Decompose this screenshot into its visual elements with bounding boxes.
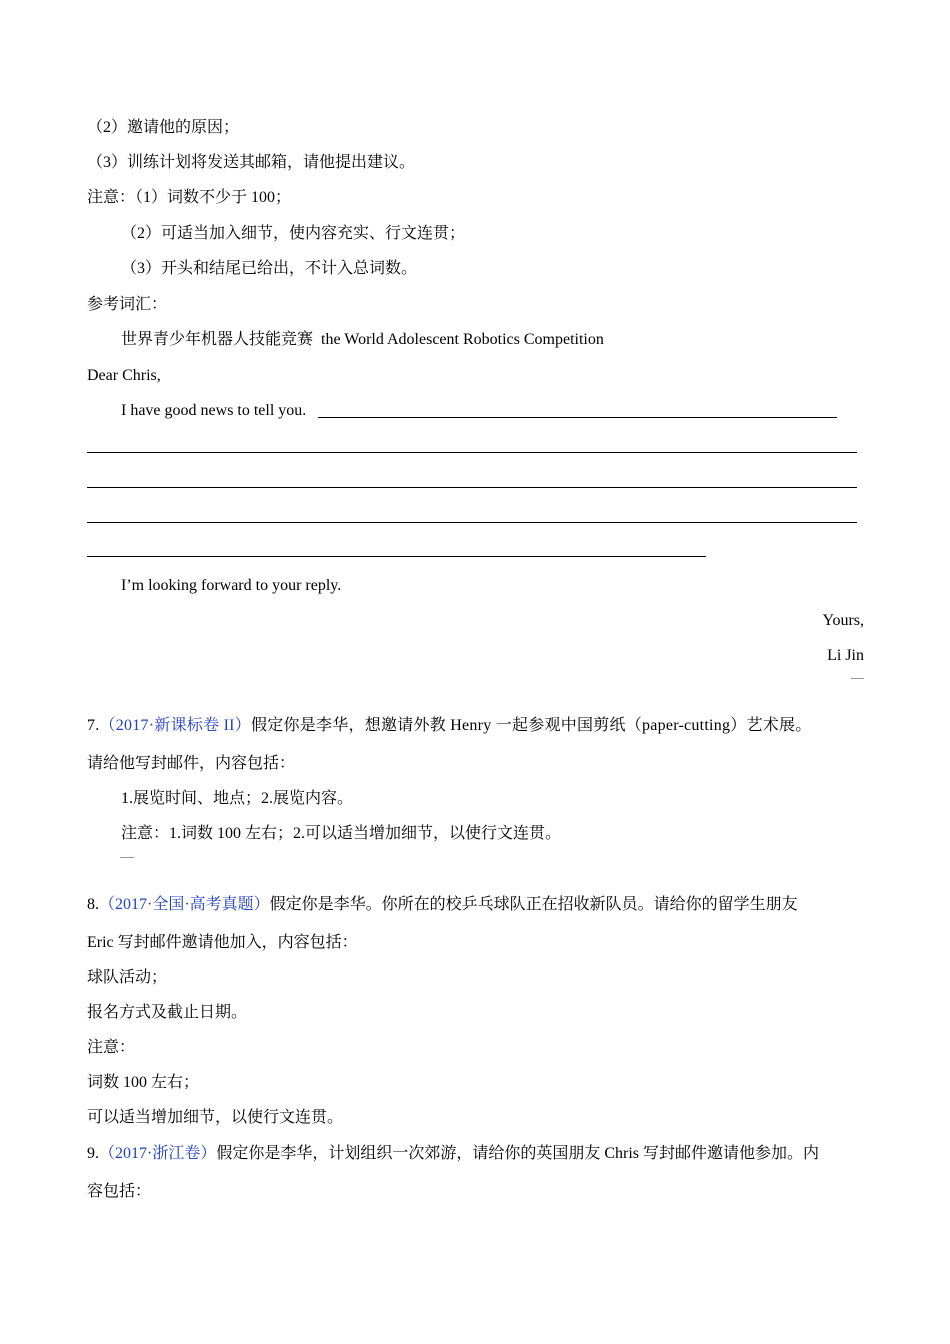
letter-signoff: Yours, [822,612,864,629]
q9-line-1 [87,1144,819,1164]
q8-note-2: 可以适当增加细节，以使行文连贯。 [87,1109,344,1126]
q8-text-2: Eric 写封邮件邀请他加入，内容包括： [87,934,358,951]
note-3: （3）开头和结尾已给出，不计入总词数。 [121,260,418,277]
vocab-chinese: 世界青少年机器人技能竞赛 [121,331,314,348]
q7-source: （2017·新课标卷 II） [99,717,251,734]
answer-line [87,452,857,453]
q9-text-2: 容包括： [87,1183,152,1200]
answer-line [87,556,706,557]
requirement-2: （2）邀请他的原因； [87,119,240,136]
q9-number: 9. [87,1145,99,1162]
notes-label: 注意： [87,189,136,206]
answer-line [87,522,857,523]
q7-line-1 [87,716,811,736]
letter-opening: I have good news to tell you. [121,402,307,419]
q7-note: 注意：1.词数 100 左右；2.可以适当增加细节，以使行文连贯。 [121,825,562,842]
q8-number: 8. [87,896,99,913]
letter-greeting: Dear Chris, [87,367,161,384]
q8-note-1: 词数 100 左右； [87,1074,200,1091]
requirement-3: （3）训练计划将发送其邮箱，请他提出建议。 [87,154,416,171]
vocab-label: 参考词汇： [87,296,168,313]
tiny-mark [120,857,134,858]
tiny-mark [851,678,864,679]
q9-text-1: 假定你是李华，计划组织一次郊游，请给你的英国朋友 Chris 写封邮件邀请他参加。内 [216,1145,820,1162]
q8-text-1: 假定你是李华。你所在的校乒乓球队正在招收新队员。请给你的留学生朋友 [269,896,798,913]
note-2: （2）可适当加入细节，使内容充实、行文连贯； [121,225,466,242]
q9-source: （2017·浙江卷） [99,1145,217,1162]
q8-item-1: 球队活动； [87,969,168,986]
q7-text-2: 请给他写封邮件，内容包括： [87,755,296,772]
answer-line [318,417,837,418]
q8-note-label: 注意： [87,1039,136,1056]
letter-closing: I’m looking forward to your reply. [121,577,342,594]
letter-signature: Li Jin [827,647,864,664]
q7-number: 7. [87,717,100,734]
q8-line-1 [87,895,798,915]
vocab-english: the World Adolescent Robotics Competition [321,331,604,348]
q8-source: （2017·全国·高考真题） [99,896,270,913]
vocab-entry [121,330,604,350]
notes-line-1 [87,188,291,208]
q8-item-2: 报名方式及截止日期。 [87,1004,248,1021]
q7-text-1: 假定你是李华，想邀请外教 Henry 一起参观中国剪纸（paper-cutting）艺术展。 [251,717,812,734]
q7-points: 1.展览时间、地点；2.展览内容。 [121,790,354,807]
note-1: （1）词数不少于 100； [135,189,292,206]
answer-line [87,487,857,488]
